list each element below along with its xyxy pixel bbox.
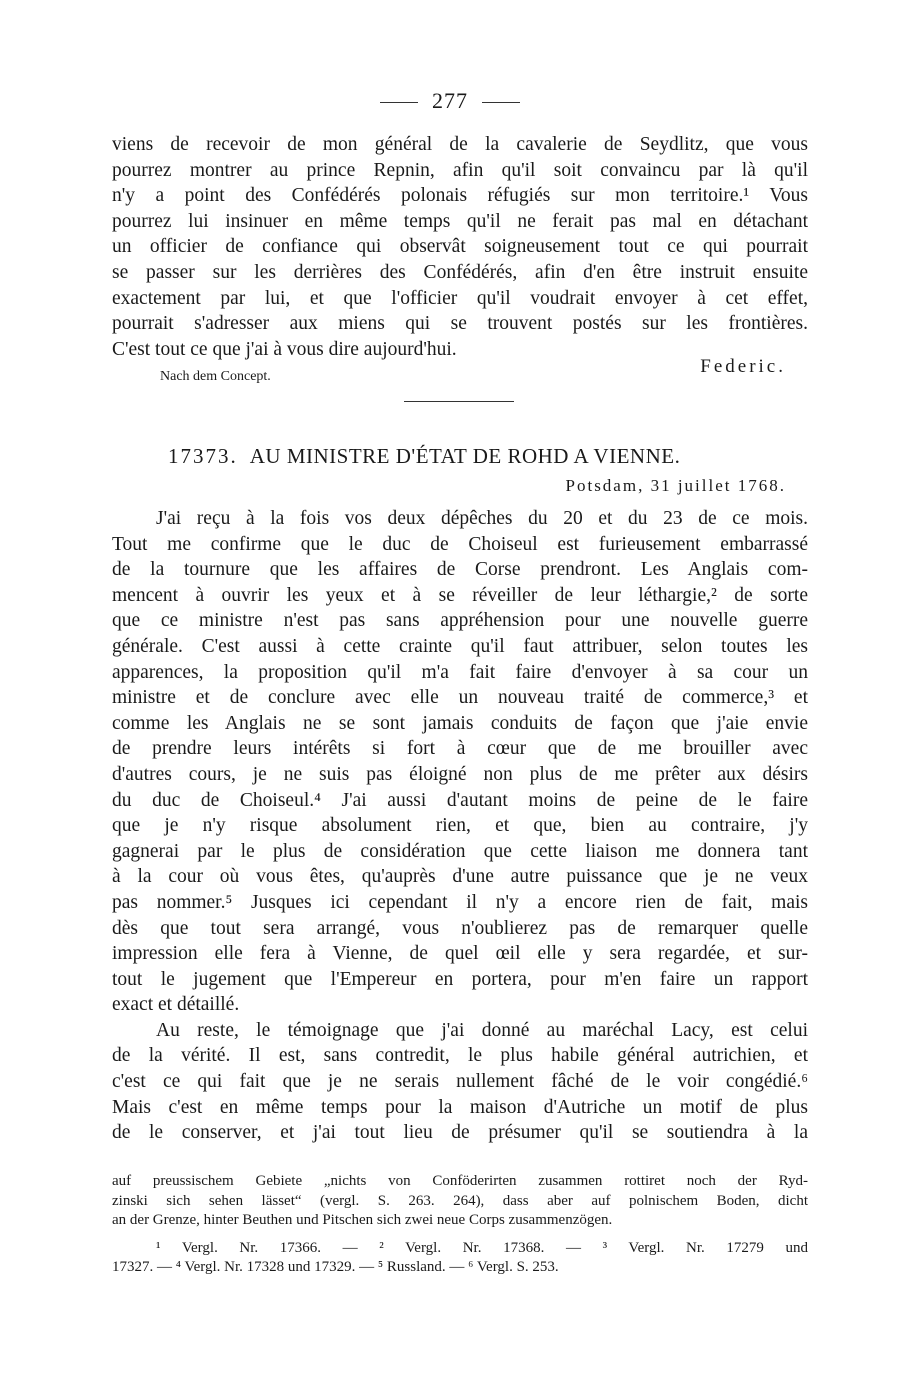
section-divider	[404, 401, 514, 402]
text-line: du duc de Choiseul.⁴ J'ai aussi d'autant moins de peine de le faire	[112, 789, 808, 811]
text-line: de le conserver, et j'ai tout lieu de présumer qu'il se soutiendra à la	[112, 1122, 808, 1144]
text-line: Tout me confirme que le duc de Choiseul est furieusement embarrassé	[112, 533, 808, 555]
text-line: se passer sur les derrières des Confédérés, afin d'en être instruit ensuite	[112, 261, 808, 283]
footnote-ref-line: ¹ Vergl. Nr. 17366. — ² Vergl. Nr. 17368. — ³ Vergl. Nr. 17279 und	[156, 1239, 808, 1256]
letter-body	[112, 506, 808, 1146]
letter-heading	[168, 444, 680, 469]
text-line: tout le jugement que l'Empereur en portera, pour m'en faire un rapport	[112, 968, 808, 990]
letter-number: 17373.	[168, 444, 238, 468]
text-line: J'ai reçu à la fois vos deux dépêches du 20 et du 23 de ce mois.	[156, 508, 808, 529]
text-line: pourrez montrer au prince Repnin, afin qu'il soit convaincu par là qu'il	[112, 159, 808, 181]
text-line: Au reste, le témoignage que j'ai donné au maréchal Lacy, est celui	[156, 1019, 808, 1041]
text-line: que je n'y risque absolument rien, et que, bien au contraire, j'y	[112, 815, 808, 837]
footnote-ref-line: 17327. — ⁴ Vergl. Nr. 17328 und 17329. — ⁵ Russland. — ⁶ Vergl. S. 253.	[112, 1259, 559, 1275]
page-number-left-dash	[380, 102, 418, 103]
text-line: de la vérité. Il est, sans contredit, le plus habile général autrichien, et	[112, 1045, 808, 1067]
text-line: d'autres cours, je ne suis pas éloigné non plus de me prêter aux désirs	[112, 763, 808, 785]
footnote-line: auf preussischem Gebiete „nichts von Conföderirten zusammen rottiret noch der Ryd-	[112, 1173, 808, 1189]
text-line: générale. C'est aussi à cette crainte qu'il faut attribuer, selon toutes les	[112, 635, 808, 657]
text-line: apparences, la proposition qu'il m'a fait faire d'envoyer à sa cour un	[112, 661, 808, 683]
text-line: exact et détaillé.	[112, 994, 240, 1016]
text-line: que ce ministre n'est pas sans appréhension pour une nouvelle guerre	[112, 610, 808, 632]
text-line: comme les Anglais ne se sont jamais conduits de façon que j'aie envie	[112, 712, 808, 734]
signature: Federic.	[700, 356, 786, 377]
text-line: n'y a point des Confédérés polonais réfugiés sur mon territoire.¹ Vous	[112, 185, 808, 207]
text-line: mencent à ouvrir les yeux et à se réveiller de leur léthargie,² de sorte	[112, 584, 808, 606]
text-line: ministre et de conclure avec elle un nouveau traité de commerce,³ et	[112, 687, 808, 709]
text-line: C'est tout ce que j'ai à vous dire aujourd'hui.	[112, 338, 457, 360]
text-line: Mais c'est en même temps pour la maison d'Autriche un motif de plus	[112, 1096, 808, 1118]
source-note: Nach dem Concept.	[160, 369, 271, 384]
text-line: viens de recevoir de mon général de la cavalerie de Seydlitz, que vous	[112, 134, 808, 155]
footnote-line: an der Grenze, hinter Beuthen und Pitschen sich zwei neue Corps zusammenzögen.	[112, 1212, 613, 1228]
text-line: dès que tout sera arrangé, vous n'oublierez pas de remarquer quelle	[112, 917, 808, 939]
footnotes	[112, 1172, 808, 1278]
continued-paragraph	[112, 132, 808, 362]
text-line: pourrez lui insinuer en même temps qu'il ne ferait pas mal en détachant	[112, 210, 808, 232]
page-number-right-dash	[482, 102, 520, 103]
text-line: un officier de confiance qui observât soigneusement tout ce qui pourrait	[112, 236, 808, 258]
text-line: pas nommer.⁵ Jusques ici cependant il n'y a encore rien de fait, mais	[112, 891, 808, 913]
text-line: de prendre leurs intérêts si fort à cœur que de me brouiller avec	[112, 738, 808, 760]
letter-dateline: Potsdam, 31 juillet 1768.	[565, 476, 786, 495]
text-line: pourrait s'adresser aux miens qui se trouvent postés sur les frontières.	[112, 313, 808, 335]
page-number	[0, 88, 900, 114]
text-line: exactement par lui, et que l'officier qu'il voudrait envoyer à cet effet,	[112, 287, 808, 309]
page-number-text: 277	[432, 88, 468, 113]
letter-title: AU MINISTRE D'ÉTAT DE ROHD A VIENNE.	[249, 444, 681, 468]
text-line: de la tournure que les affaires de Corse prendront. Les Anglais com-	[112, 559, 808, 581]
text-line: c'est ce qui fait que je ne serais nullement fâché de le voir congédié.⁶	[112, 1071, 808, 1093]
footnote-line: zinski sich sehen lässet“ (vergl. S. 263. 264), dass aber auf polnischem Boden, dicht	[112, 1192, 808, 1209]
text-line: impression elle fera à Vienne, de quel œil elle y sera regardée, et sur-	[112, 943, 808, 965]
text-line: gagnerai par le plus de considération que cette liaison me donnera tant	[112, 840, 808, 862]
footnote-gap	[112, 1231, 808, 1239]
text-line: à la cour où vous êtes, qu'auprès d'une autre puissance que je ne veux	[112, 866, 808, 888]
